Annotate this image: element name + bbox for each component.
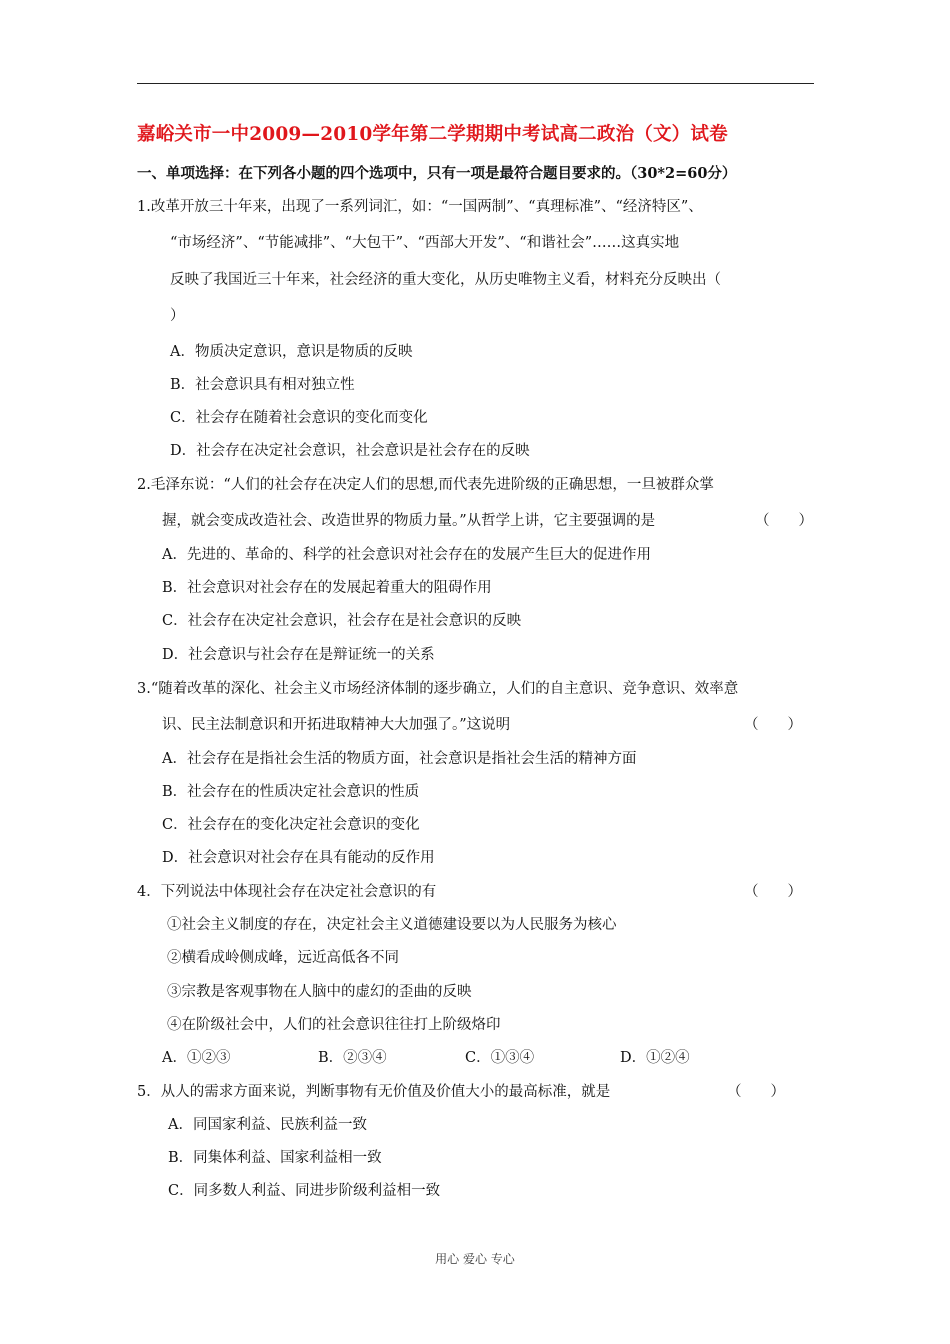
q1-option-d: D．社会存在决定社会意识，社会意识是社会存在的反映 xyxy=(170,443,530,459)
q3-answer-blank: （ ） xyxy=(744,717,802,733)
q5-line1: 5．从人的需求方面来说，判断事物有无价值及价值大小的最高标准，就是 xyxy=(137,1084,611,1100)
q4-item-1: ①社会主义制度的存在，决定社会主义道德建设要以为人民服务为核心 xyxy=(167,917,617,933)
q1-line2: “市场经济”、“节能减排”、“大包干”、“西部大开发”、“和谐社会”……这真实地 xyxy=(170,235,680,251)
q3-line1: 3.“随着改革的深化、社会主义市场经济体制的逐步确立，人们的自主意识、竞争意识、效率意 xyxy=(137,681,739,697)
q2-option-a: A．先进的、革命的、科学的社会意识对社会存在的发展产生巨大的促进作用 xyxy=(162,547,651,563)
q5-option-c: C．同多数人利益、同进步阶级利益相一致 xyxy=(168,1183,441,1199)
section-heading: 一、单项选择：在下列各小题的四个选项中，只有一项是最符合题目要求的。（30*2=60分） xyxy=(137,165,737,182)
q4-option-d: D．①②④ xyxy=(620,1050,690,1066)
q3-option-a: A．社会存在是指社会生活的物质方面，社会意识是指社会生活的精神方面 xyxy=(162,751,637,767)
q1-line1: 1.改革开放三十年来，出现了一系列词汇，如：“一国两制”、“真理标准”、“经济特区”、 xyxy=(137,199,703,215)
q5-option-b: B．同集体利益、国家利益相一致 xyxy=(168,1150,382,1166)
q4-item-3: ③宗教是客观事物在人脑中的虚幻的歪曲的反映 xyxy=(167,984,472,1000)
q2-line2: 握，就会变成改造社会、改造世界的物质力量。”从哲学上讲，它主要强调的是 xyxy=(162,513,656,529)
q4-answer-blank: （ ） xyxy=(744,884,802,900)
q2-option-c: C．社会存在决定社会意识，社会存在是社会意识的反映 xyxy=(162,613,522,629)
q3-line2: 识、民主法制意识和开拓进取精神大大加强了。”这说明 xyxy=(162,717,511,733)
q4-line1: 4．下列说法中体现社会存在决定社会意识的有 xyxy=(137,884,437,900)
q1-option-c: C．社会存在随着社会意识的变化而变化 xyxy=(170,410,428,426)
q4-option-b: B．②③④ xyxy=(318,1050,387,1066)
q2-option-d: D．社会意识与社会存在是辩证统一的关系 xyxy=(162,647,435,663)
q3-option-c: C．社会存在的变化决定社会意识的变化 xyxy=(162,817,420,833)
q4-item-2: ②横看成岭侧成峰，远近高低各不同 xyxy=(167,950,399,966)
q4-option-a: A．①②③ xyxy=(162,1050,231,1066)
q2-option-b: B．社会意识对社会存在的发展起着重大的阻碍作用 xyxy=(162,580,492,596)
page-footer: 用心 爱心 专心 xyxy=(435,1252,515,1266)
q1-line3: 反映了我国近三十年来，社会经济的重大变化，从历史唯物主义看，材料充分反映出（ xyxy=(170,272,721,288)
q3-option-d: D．社会意识对社会存在具有能动的反作用 xyxy=(162,850,435,866)
q4-option-c: C．①③④ xyxy=(465,1050,535,1066)
q4-item-4: ④在阶级社会中，人们的社会意识往往打上阶级烙印 xyxy=(167,1017,501,1033)
header-rule xyxy=(137,83,814,84)
q1-line4: ） xyxy=(170,308,185,324)
q1-option-b: B．社会意识具有相对独立性 xyxy=(170,377,355,393)
q2-answer-blank: （ ） xyxy=(755,513,813,529)
q3-option-b: B．社会存在的性质决定社会意识的性质 xyxy=(162,784,420,800)
q5-option-a: A．同国家利益、民族利益一致 xyxy=(168,1117,367,1133)
q1-option-a: A．物质决定意识，意识是物质的反映 xyxy=(170,344,413,360)
exam-title: 嘉峪关市一中2009—2010学年第二学期期中考试高二政治（文）试卷 xyxy=(137,124,728,145)
q2-line1: 2.毛泽东说：“人们的社会存在决定人们的思想,而代表先进阶级的正确思想，一旦被群众掌 xyxy=(137,477,714,493)
q5-answer-blank: （ ） xyxy=(727,1084,785,1100)
